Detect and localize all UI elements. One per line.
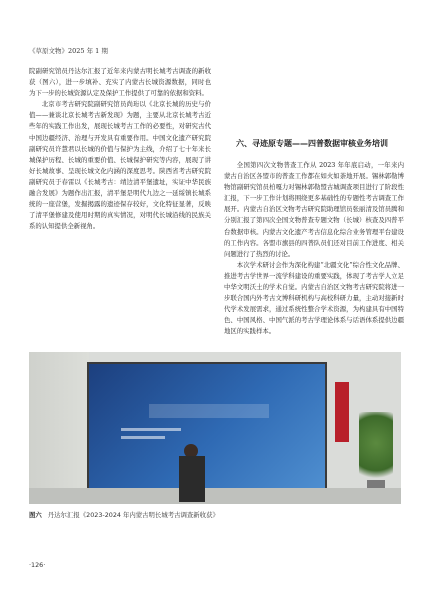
- left-paragraph-2: 北京市考古研究院副研究馆员尚珩以《北京长城的历史与价值——兼谈北京长城考古新发现》为题，主要从北京长城考古近些年的实践工作出发，展现长城考古工作的必要性，对研究古代中国边疆经济、治理与开发具有重要作用。中国文化遗产研究院副研究员许慧君以长城的价值与保护为主线，介绍了七十年来长城保护历程、长城的重要价值、长城保护研究等内容，展现了讲好长城故事、呈现长城文化内涵的深度思考。陕西省考古研究院副研究员于春雷以《长城考古：靖边清平堡遗址，实证中华民族融合发展》为题作出汇报，清平堡是明代九边之一延绥镇长城系统的一座营堡，发掘揭露的遗迹保存较好，文化特征显著，反映了清平堡修建及使用时期的真实情况，对明代长城沿线的民族关系的认知提供全新视角。: [29, 100, 211, 231]
- figure-caption-text: 丹达尔汇报《2023-2024 年内蒙古明长城考古调查新收获》: [47, 511, 219, 519]
- figure-number: 图六: [29, 511, 42, 519]
- photo-screen-text-line: [121, 428, 181, 431]
- conference-photo: [29, 352, 401, 504]
- photo-podium: [179, 456, 205, 502]
- photo-screen-text-line: [121, 436, 165, 439]
- photo-screen-title-block: [149, 404, 269, 418]
- page-number: ·126·: [29, 561, 46, 569]
- photo-plant: [359, 412, 393, 490]
- right-paragraph-2: 本次学术研讨会作为深化构建“北疆文化”综合性文化品牌、推进考古学世界一流学科建设的重要实践，体现了考古学人立足中华文明沃土的学术自觉。内蒙古自治区文物考古研究院将进一步联合国内外考古文博科研机构与高校科研力量，主动对接新时代学术发展需求，通过系统性整合学术资源，为构建具有中国特色、中国风格、中国气派的考古学理论体系与话语体系提供边疆地区的实践样本。: [224, 260, 404, 336]
- right-paragraph-1: 全国第四次文物普查工作从 2023 年年底启动，一年来内蒙古自治区各盟市的普查工作都在如火如荼地开展。锡林郭勒博物馆副研究馆员柏嘎力对锡林郭勒盟古城调查项目进行了阶段性汇报，下一步工作计划将围绕更多基础性的专题性考古调查工作展开。内蒙古自治区文物考古研究院助理馆员张丽清及馆员腾和分别汇报了第四次全国文物普查专题文物（长城）核查及四普平台数据审核。内蒙古文化遗产考古信息化综合业务管理平台建设的工作内容。各盟市旗县的四普队员们还对目前工作进度、相关问题进行了热烈的讨论。: [224, 161, 404, 258]
- running-header: 《草原文物》2025 年 1 期: [29, 47, 108, 55]
- section-heading: 六、寻迹原专题——四普数据审核业务培训: [236, 139, 388, 148]
- photo-wall: [29, 352, 89, 504]
- figure-caption: [29, 510, 409, 519]
- photo-stage-floor: [29, 488, 401, 504]
- photo-flag: [335, 382, 349, 442]
- photo-projection-screen: [87, 362, 327, 490]
- left-column: [29, 66, 211, 232]
- right-column: [224, 160, 404, 338]
- left-paragraph-1: 院副研究馆员丹达尔汇报了近年来内蒙古明长城考古调查的新收获（图六），进一步填补、充实了内蒙古长城资源数据，同时也为下一步的长城资源认定及保护工作提供了可靠的依据和资料。: [29, 67, 211, 98]
